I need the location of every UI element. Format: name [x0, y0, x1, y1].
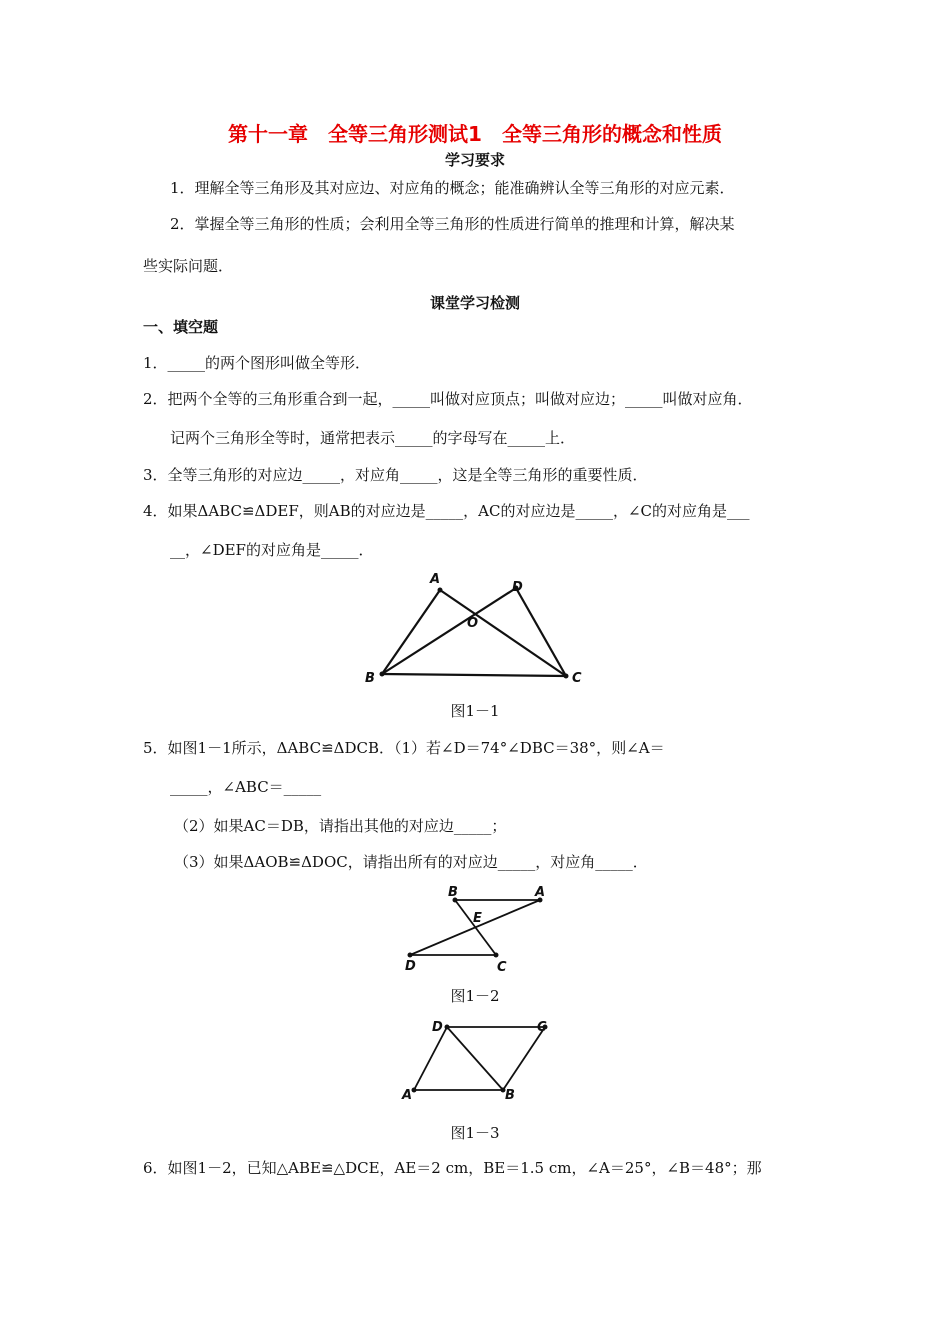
segment-bd	[382, 588, 516, 674]
fig3-label-d: D	[432, 1020, 443, 1035]
question-5-sub-2: （2）如果AC＝DB，请指出其他的对应边_____；	[174, 817, 507, 835]
segment-ad	[410, 900, 540, 955]
fig3-label-c: C	[537, 1020, 547, 1035]
requirement-item-1: 1．理解全等三角形及其对应边、对应角的概念；能准确辨认全等三角形的对应元素．	[170, 179, 735, 197]
segment-ac	[440, 590, 566, 676]
question-6-line1: 6．如图1－2，已知△ABE≌△DCE，AE＝2 cm，BE＝1.5 cm，∠A＝25°，∠B＝48°；那	[143, 1159, 762, 1177]
segment-cb3	[503, 1027, 545, 1090]
question-2-line2: 记两个三角形全等时，通常把表示_____的字母写在_____上．	[170, 429, 576, 447]
figure-1-3-lines	[414, 1027, 545, 1090]
figure-1-1-lines	[382, 588, 566, 676]
fig1-label-d: D	[512, 580, 523, 595]
figure-1-3-caption: 图1－3	[450, 1124, 500, 1142]
segment-da3	[414, 1027, 447, 1090]
segment-ab	[382, 590, 440, 674]
fig2-label-c: C	[497, 960, 507, 975]
fig2-label-b: B	[448, 885, 458, 900]
question-3: 3．全等三角形的对应边_____，对应角_____，这是全等三角形的重要性质．	[143, 466, 648, 484]
fig1-label-b: B	[365, 671, 375, 686]
fig2-label-a: A	[535, 885, 546, 900]
page-title: 第十一章 全等三角形测试1 全等三角形的概念和性质	[228, 122, 722, 146]
question-5-line2: _____，∠ABC＝_____	[170, 778, 322, 796]
question-5-sub-3: （3）如果ΔAOB≌ΔDOC，请指出所有的对应边_____，对应角_____．	[174, 853, 648, 871]
fig2-label-d: D	[405, 959, 416, 974]
fig1-label-a: A	[430, 572, 441, 587]
segment-bc	[382, 674, 566, 676]
figure-1-2-lines	[410, 900, 540, 955]
question-5-line1: 5．如图1－1所示，ΔABC≌ΔDCB．（1）若∠D＝74°∠DBC＝38°，则∠A＝	[143, 739, 665, 757]
segment-db3	[447, 1027, 503, 1090]
question-4-line1: 4．如果ΔABC≌ΔDEF，则AB的对应边是_____，AC的对应边是_____，∠C的对应角是___	[143, 502, 750, 520]
fig3-label-b: B	[505, 1088, 515, 1103]
section-heading: 课堂学习检测	[429, 294, 520, 312]
fig3-label-a: A	[402, 1088, 413, 1103]
figure-1-1-caption: 图1－1	[450, 702, 500, 720]
figure-1-2-caption: 图1－2	[450, 987, 500, 1005]
part-heading: 一、填空题	[143, 318, 219, 336]
question-1: 1．_____的两个图形叫做全等形．	[143, 354, 371, 372]
requirements-heading: 学习要求	[444, 151, 505, 169]
fig1-label-o: O	[467, 616, 479, 631]
fig1-label-c: C	[572, 671, 582, 686]
fig2-label-e: E	[473, 911, 482, 926]
question-4-line2: __，∠DEF的对应角是_____．	[170, 541, 374, 559]
requirement-item-2-line1: 2．掌握全等三角形的性质；会利用全等三角形的性质进行简单的推理和计算，解决某	[170, 215, 735, 233]
segment-dc	[516, 588, 566, 676]
question-2-line1: 2．把两个全等的三角形重合到一起，_____叫做对应顶点；叫做对应边；_____叫做对应角．	[143, 390, 753, 408]
requirement-item-2-line2: 些实际问题．	[143, 257, 234, 275]
